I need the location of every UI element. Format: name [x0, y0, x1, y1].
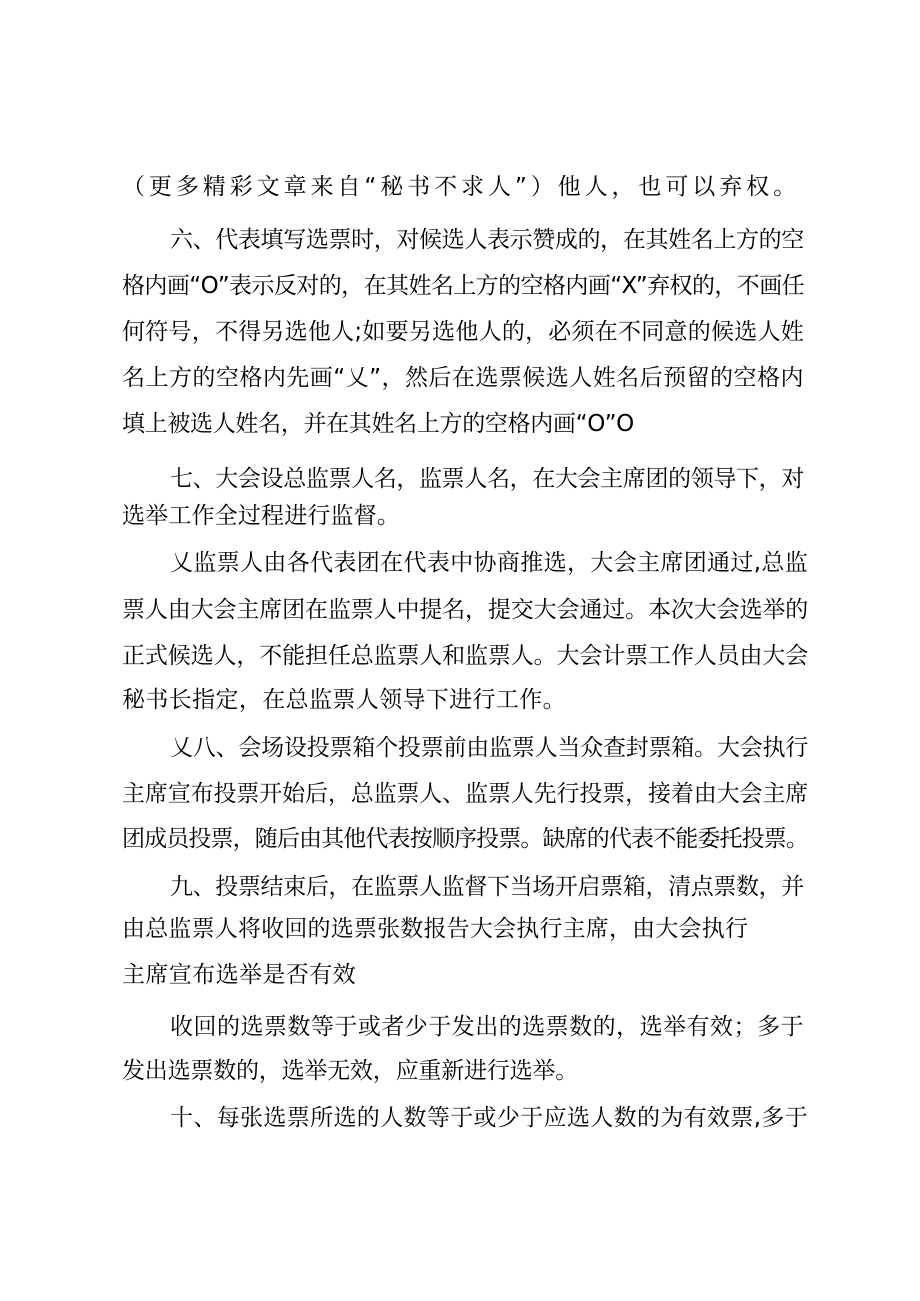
- text-line: 名上方的空格内先画“乂”，然后在选票候选人姓名后预留的空格内: [122, 365, 804, 391]
- text-line: 填上被选人姓名，并在其姓名上方的空格内画“O”O: [122, 411, 634, 437]
- paragraph-nine-line: 九、投票结束后，在监票人监督下当场开启票箱，清点票数，并: [170, 874, 804, 900]
- paragraph-line: 乂监票人由各代表团在代表中协商推选，大会主席团通过,总监: [170, 550, 809, 576]
- text-line: 正式候选人，不能担任总监票人和监票人。大会计票工作人员由大会: [122, 643, 809, 669]
- paragraph-six-line: 六、代表填写选票时，对候选人表示赞成的，在其姓名上方的空: [170, 227, 804, 253]
- text-line: 格内画“O”表示反对的，在其姓名上方的空格内画“X”弃权的，不画任: [122, 273, 805, 299]
- paragraph-seven-line: 七、大会设总监票人名，监票人名，在大会主席团的领导下，对: [170, 466, 804, 492]
- text-line: 团成员投票，随后由其他代表按顺序投票。缺席的代表不能委托投票。: [122, 826, 809, 852]
- text-line: （更多精彩文章来自“秘书不求人”）他人，也可以弃权。: [122, 174, 801, 200]
- paragraph-eight-line: 乂八、会场设投票箱个投票前由监票人当众查封票箱。大会执行: [170, 735, 809, 761]
- paragraph-line: 收回的选票数等于或者少于发出的选票数的，选举有效；多于: [170, 1014, 804, 1040]
- paragraph-ten-line: 十、每张选票所选的人数等于或少于应选人数的为有效票,多于: [170, 1105, 809, 1131]
- text-line: 发出选票数的，选举无效，应重新进行选举。: [122, 1058, 579, 1084]
- text-line: 由总监票人将收回的选票张数报告大会执行主席，由大会执行: [122, 916, 749, 942]
- text-line: 秘书长指定，在总监票人领导下进行工作。: [122, 687, 567, 713]
- text-line: 何符号，不得另选他人;如要另选他人的，必须在不同意的候选人姓: [122, 319, 804, 345]
- text-line: 选举工作全过程进行监督。: [122, 503, 401, 529]
- text-line: 主席宣布投票开始后，总监票人、监票人先行投票，接着由大会主席: [122, 781, 809, 807]
- text-line: 主席宣布选举是否有效: [122, 962, 356, 988]
- text-line: 票人由大会主席团在监票人中提名，提交大会通过。本次大会选举的: [122, 597, 809, 623]
